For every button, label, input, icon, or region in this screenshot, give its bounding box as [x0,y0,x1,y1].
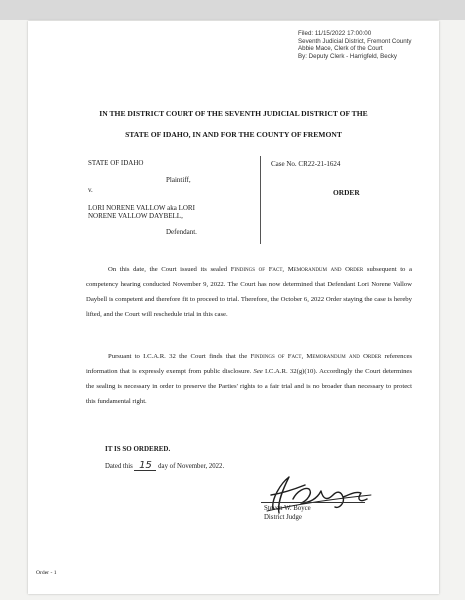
defendant-name-line1: LORI NORENE VALLOW aka LORI [88,203,195,212]
dated-suffix: day of November, 2022. [158,463,225,470]
case-caption-parties [88,159,260,236]
filing-stamp-district: Seventh Judicial District, Fremont County [298,37,412,45]
paragraph-1-rest: subsequent to a competency hearing conducted November 9, 2022. The Court has now determined that Defendant Lori Norene Vallow Daybell is competent and therefore fit to proceed to trial. Therefore, the October 6, 2022 Order staying the case is hereby lifted, and the Court will reschedule trial in this case. [86,266,412,318]
paragraph-1 [86,262,412,322]
plaintiff-name: STATE OF IDAHO [88,159,144,167]
document-title: ORDER [333,188,360,197]
paragraph-2 [86,349,412,409]
defendant-role: Defendant. [166,227,197,236]
judge-block [264,505,311,522]
so-ordered: IT IS SO ORDERED. [105,445,171,453]
paragraph-1-intro: On this date, the Court issued its sealed [108,266,231,273]
signature-line [261,502,365,503]
paragraph-2-rest: I.C.A.R. 32(g)(10). Accordingly the Court determines the sealing is necessary in order to preserve the Parties' rights to a fair trial and is no broader than necessary to protect this fundamental right. [86,368,413,405]
dated-prefix: Dated this [105,463,133,470]
page-footer: Order - 1 [36,570,57,576]
filing-stamp-deputy: By: Deputy Clerk - Harrigfeld, Becky [298,52,398,60]
dated-line [105,461,224,471]
court-header-line2: STATE OF IDAHO, IN AND FOR THE COUNTY OF FREMONT [125,130,342,139]
defendant-name-line2: NORENE VALLOW DAYBELL, [88,212,183,220]
judge-title: District Judge [264,513,302,521]
paragraph-1-caps: Findings of Fact, Memorandum and Order [230,266,364,273]
document-page [28,21,439,594]
paragraph-2-see: See [253,368,263,375]
paragraph-2-intro: Pursuant to I.C.A.R. 32 the Court finds that the [108,353,251,360]
caption-divider [260,156,261,244]
versus-label: v. [88,186,93,194]
handwritten-day: 15 [134,461,156,471]
judge-name: Steven W. Boyce [264,505,311,512]
plaintiff-role: Plaintiff, [166,175,191,184]
paragraph-2-middle: references information that is expressly exempt from public disclosure. [86,353,413,375]
viewer-top-bar [0,0,465,20]
case-number: Case No. CR22-21-1624 [271,160,341,168]
filing-stamp-date: Filed: 11/15/2022 17:00:00 [298,30,372,37]
filing-stamp [298,30,411,60]
paragraph-2-caps: Findings of Fact, Memorandum and Order [250,353,382,360]
filing-stamp-clerk: Abbie Mace, Clerk of the Court [298,45,383,53]
court-header-line1: IN THE DISTRICT COURT OF THE SEVENTH JUDICIAL DISTRICT OF THE [99,109,368,118]
